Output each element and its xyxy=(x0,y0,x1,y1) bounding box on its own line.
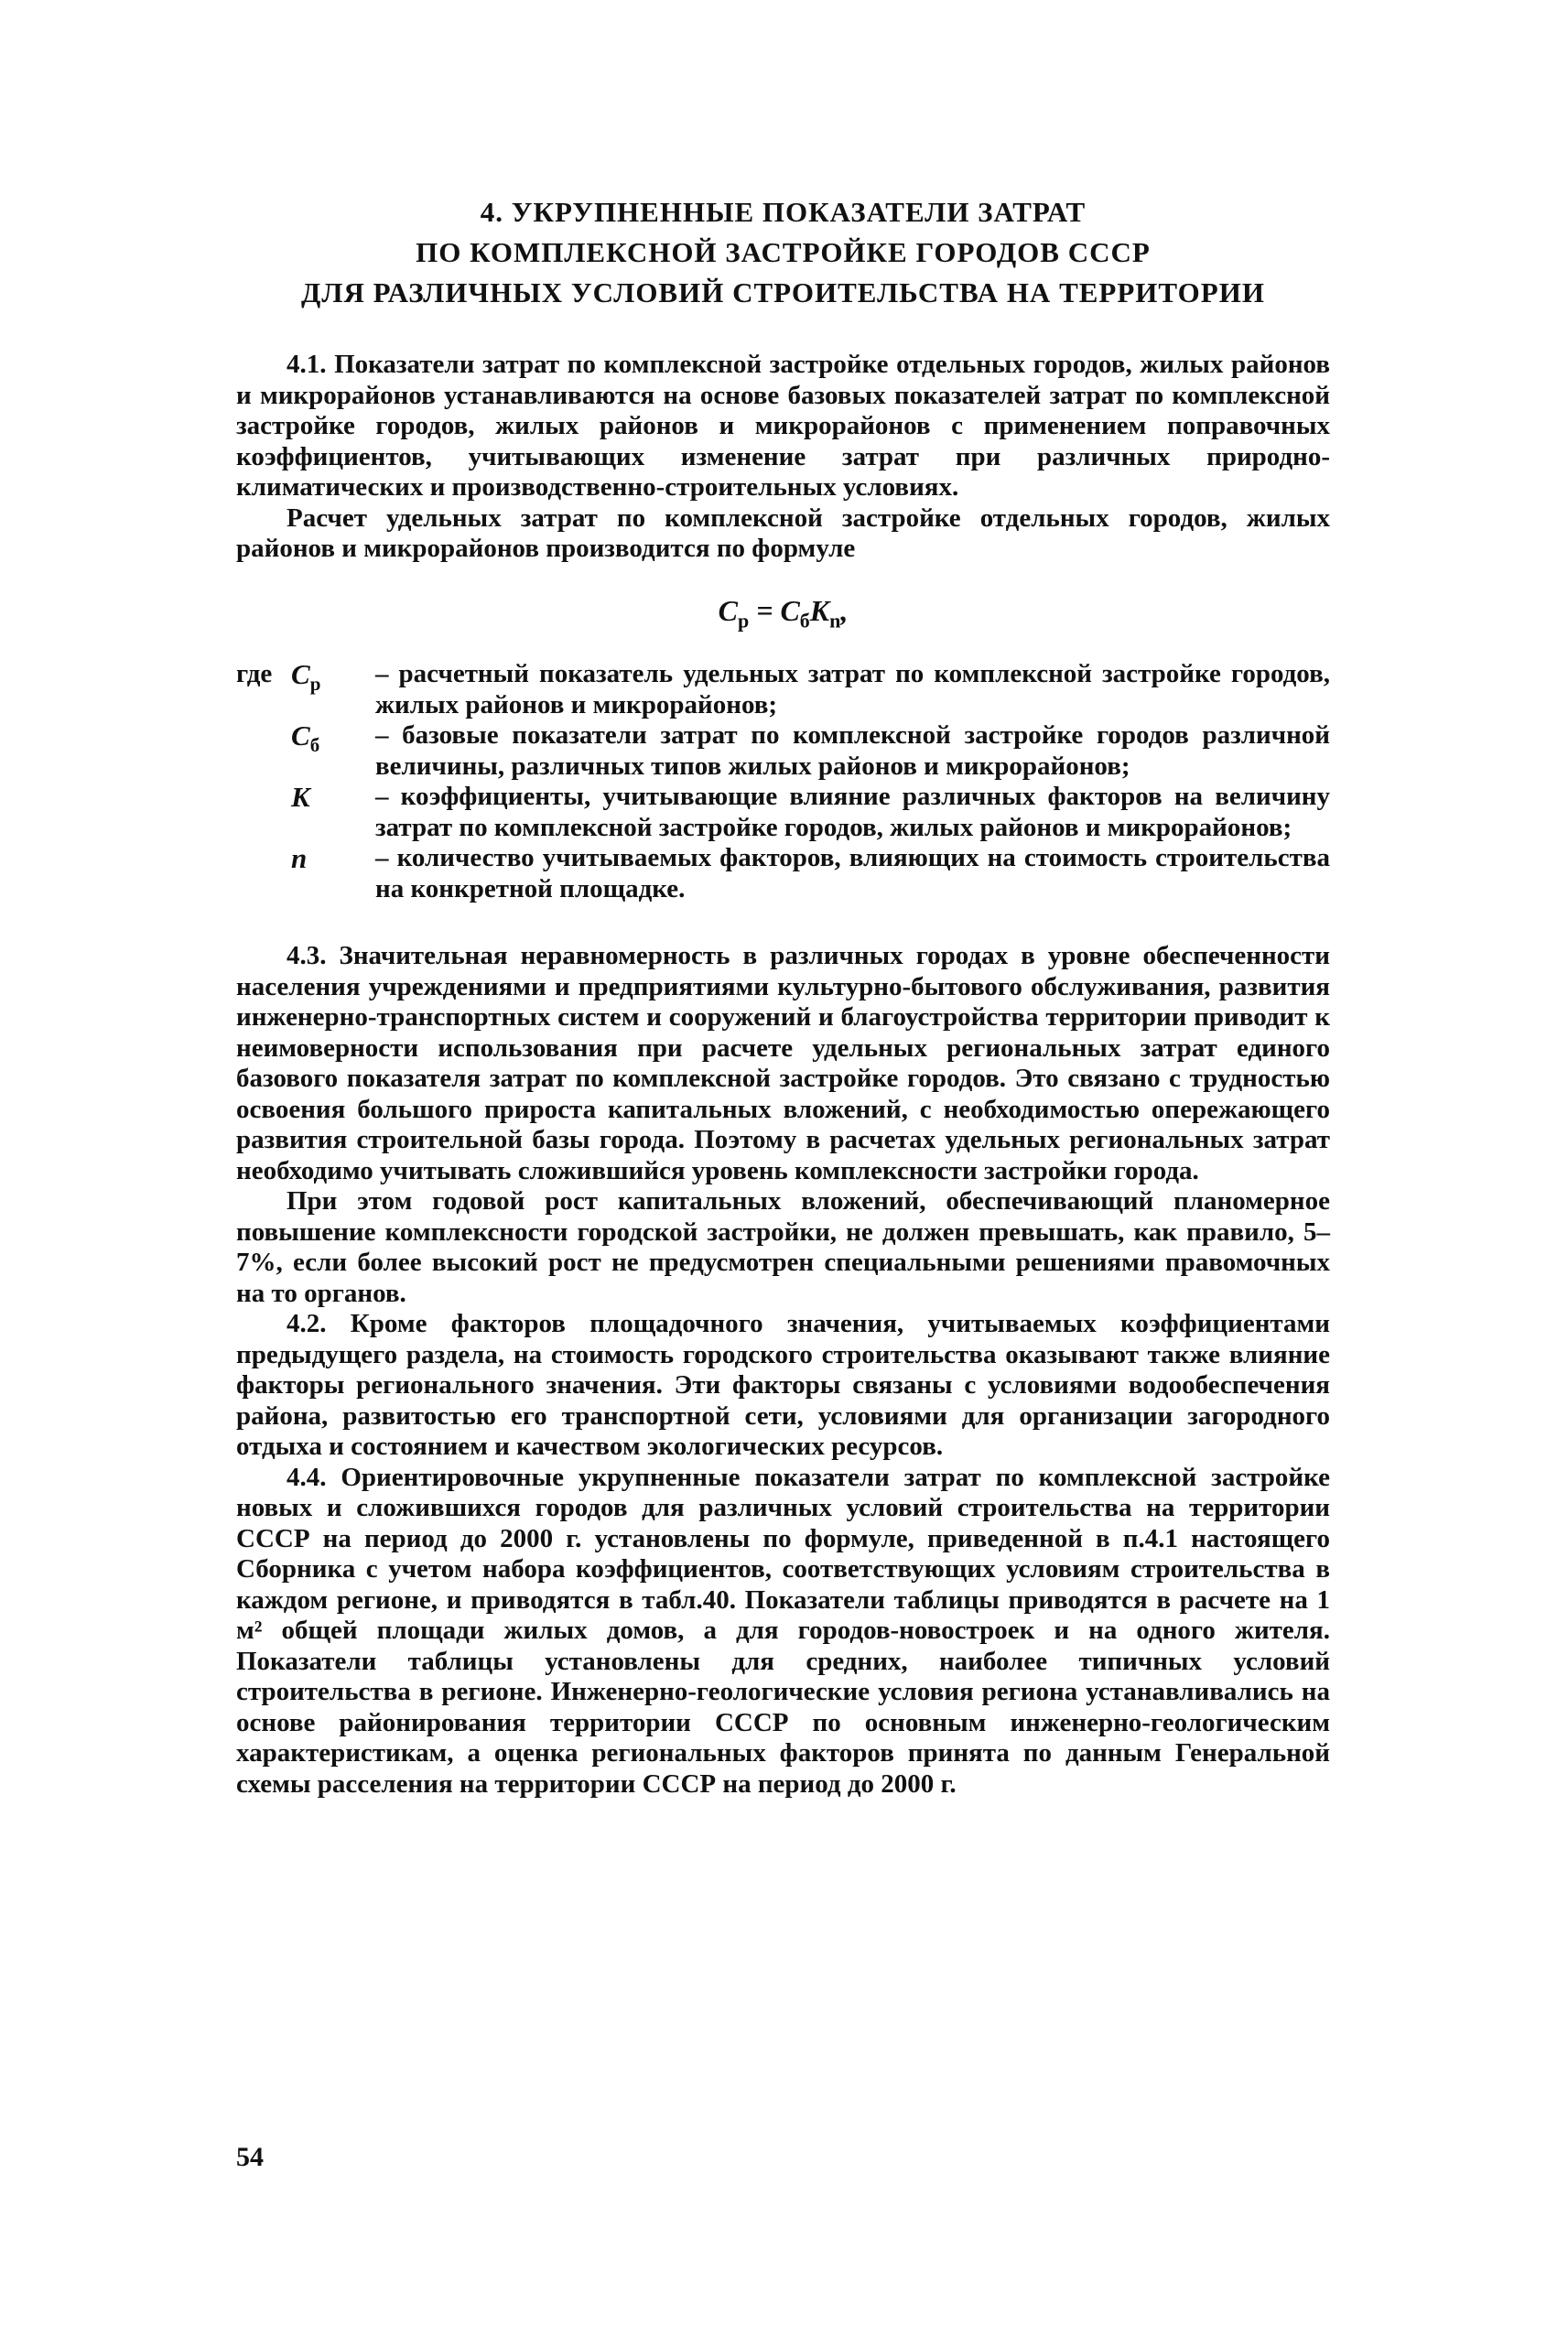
paragraph-4-3: 4.3. Значительная неравномерность в различных городах в уровне обеспеченности населения учреждениями и предприятиями культурно-бытового обслуживания, развития инженерно-транспортных систем и сооружений и благоустройства территории приводит к неимоверности использования при расчете удельных региональных затрат единого базового показателя затрат по комплексной застройке городов. Это связано с трудностью освоения большого прироста капитальных вложений, с необходимостью опережающего развития строительной базы города. Поэтому в расчетах удельных региональных затрат необходимо учитывать сложившийся уровень комплексности застройки города. xyxy=(236,941,1330,1185)
legend-row xyxy=(236,720,1330,782)
legend-row xyxy=(236,659,1330,720)
legend-symbol: K xyxy=(291,781,310,814)
legend-symbol: n xyxy=(291,842,308,875)
legend-where: где xyxy=(236,659,273,689)
document-page xyxy=(236,192,1330,1800)
legend-row xyxy=(236,782,1330,843)
paragraph-growth: При этом годовой рост капитальных вложений, обеспечивающий планомерное повышение комплексности городской застройки, не должен превышать, как правило, 5–7%, если более высокий рост не предусмотрен специальными решениями правомочных на то органов. xyxy=(236,1186,1330,1308)
formula-lhs-sub: р xyxy=(737,608,750,632)
heading-line-1: 4. УКРУПНЕННЫЕ ПОКАЗАТЕЛИ ЗАТРАТ xyxy=(480,196,1087,228)
paragraph-4-1: 4.1. Показатели затрат по комплексной застройке отдельных городов, жилых районов и микрорайонов устанавливаются на основе базовых показателей затрат по комплексной застройке городов, жилых районов и микрорайонов с применением поправочных коэффициентов, учитывающих изменение затрат при различных природно-климатических и производственно-строительных условиях. xyxy=(236,350,1330,502)
page-number: 54 xyxy=(236,2142,264,2172)
legend-symbol: $C_р$ xyxy=(291,658,321,696)
formula-eq: = xyxy=(749,593,781,627)
formula-legend xyxy=(236,659,1330,904)
formula-k-sub: n xyxy=(829,608,841,632)
paragraph-4-2: 4.2. Кроме факторов площадочного значения, учитываемых коэффициентами предыдущего раздела, на стоимость городского строительства оказывают также влияние факторы регионального значения. Эти факторы связаны с условиями водообеспечения района, развитостью его транспортной сети, условиями для организации загородного отдыха и состоянием и качеством экологических ресурсов. xyxy=(236,1309,1330,1462)
formula xyxy=(236,593,1330,636)
formula-tail: , xyxy=(840,593,849,627)
formula-k: K xyxy=(809,593,830,627)
legend-text: – количество учитываемых факторов, влияющих на стоимость строительства на конкретной площадке. xyxy=(375,843,1330,903)
legend-text: – базовые показатели затрат по комплексной застройке городов различной величины, различных типов жилых районов и микрорайонов; xyxy=(375,720,1330,781)
section-heading xyxy=(236,192,1330,313)
legend-symbol: $C_б$ xyxy=(291,719,320,757)
legend-row xyxy=(236,843,1330,904)
formula-c: C xyxy=(780,593,800,627)
formula-lhs: C xyxy=(718,593,738,627)
legend-text: – расчетный показатель удельных затрат по комплексной застройке городов, жилых районов и микрорайонов; xyxy=(375,659,1330,719)
formula-c-sub: б xyxy=(799,608,810,632)
paragraph-calc: Расчет удельных затрат по комплексной застройке отдельных городов, жилых районов и микрорайонов производится по формуле xyxy=(236,503,1330,563)
paragraph-4-4: 4.4. Ориентировочные укрупненные показатели затрат по комплексной застройке новых и сложившихся городов для различных условий строительства на территории СССР на период до 2000 г. установлены по формуле, приведенной в п.4.1 настоящего Сборника с учетом набора коэффициентов, соответствующих условиям строительства в каждом регионе, и приводятся в табл.40. Показатели таблицы приводятся в расчете на 1 м² общей площади жилых домов, а для городов-новостроек и на одного жителя. Показатели таблицы установлены для средних, наиболее типичных условий строительства в регионе. Инженерно-геологические условия региона устанавливались на основе районирования территории СССР по основным инженерно-геологическим характеристикам, а оценка региональных факторов принята по данным Генеральной схемы расселения на территории СССР на период до 2000 г. xyxy=(236,1462,1330,1799)
heading-line-2: ПО КОМПЛЕКСНОЙ ЗАСТРОЙКЕ ГОРОДОВ СССР xyxy=(416,236,1151,268)
heading-line-3: ДЛЯ РАЗЛИЧНЫХ УСЛОВИЙ СТРОИТЕЛЬСТВА НА ТЕРРИТОРИИ xyxy=(301,276,1265,308)
legend-text: – коэффициенты, учитывающие влияние различных факторов на величину затрат по комплексной застройке городов, жилых районов и микрорайонов; xyxy=(375,782,1330,842)
